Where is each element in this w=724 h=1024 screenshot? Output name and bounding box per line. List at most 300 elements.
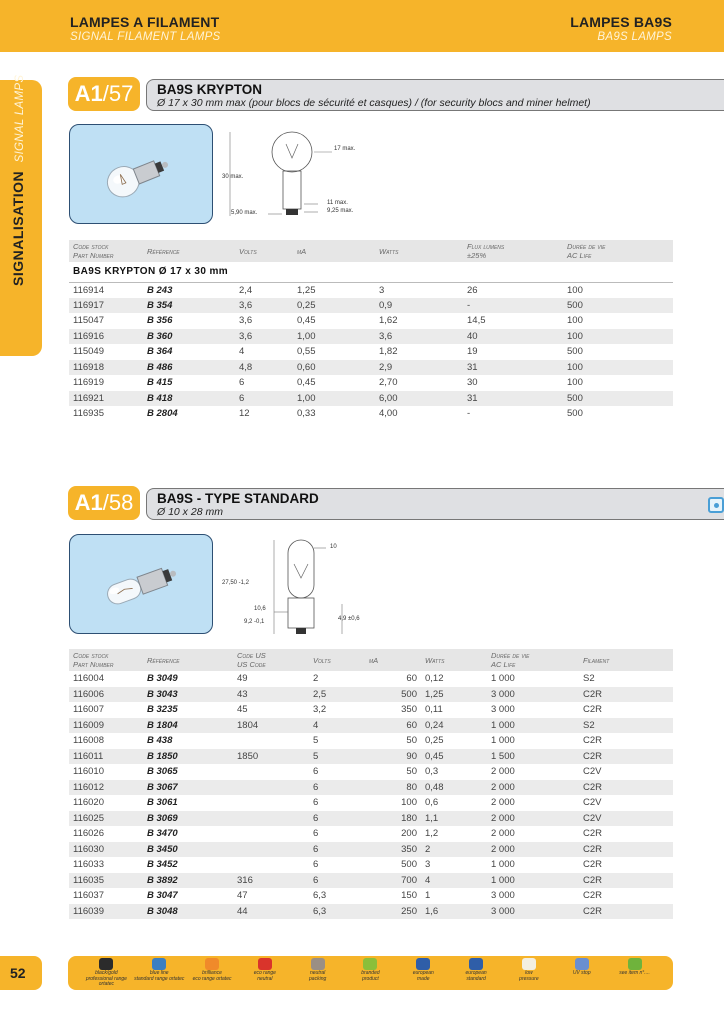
krypton-dimension-diagram — [222, 124, 382, 224]
table-cell: 100 — [567, 377, 583, 389]
table-cell: 1,62 — [379, 315, 398, 327]
side-tab-title: SIGNALISATION — [10, 170, 26, 286]
dim-label-10-6: 10,6 — [254, 606, 266, 612]
table-cell: 14,5 — [467, 315, 486, 327]
legend-label: neutral packing — [309, 970, 327, 982]
col-header-filament: Filament — [579, 649, 673, 671]
table-cell: B 3049 — [147, 673, 178, 685]
table-cell: 44 — [233, 904, 309, 920]
table-cell: 6 — [313, 859, 319, 871]
table-cell: 0,25 — [293, 298, 375, 314]
legend-icon — [152, 958, 166, 970]
table-cell: 1,6 — [421, 904, 487, 920]
table-cell — [233, 764, 309, 780]
col-header-volts: Volts — [235, 240, 293, 262]
table-cell: 45 — [237, 704, 248, 716]
table-cell: 0,6 — [425, 797, 439, 809]
table-cell: 6,00 — [375, 391, 463, 407]
section-a1-57-badge: A1/57 — [68, 77, 140, 111]
table-cell: B 3067 — [143, 780, 233, 796]
quality-icon — [708, 497, 724, 513]
table-cell: 4,00 — [379, 408, 398, 420]
table-cell: 2,9 — [375, 360, 463, 376]
col-header-lumens: Flux lumens ±25% — [463, 240, 563, 262]
table-cell: B 3235 — [147, 704, 178, 716]
table-cell: 180 — [365, 811, 421, 827]
table-cell: 100 — [567, 315, 583, 327]
col-header-ma: mA — [365, 649, 421, 671]
table-cell: B 3470 — [147, 828, 178, 840]
table-cell: 1,82 — [379, 346, 398, 358]
table-cell: B 1850 — [143, 749, 233, 765]
table-cell: 0,45 — [297, 315, 316, 327]
table-cell: 50 — [406, 735, 417, 747]
table-cell: 116033 — [73, 859, 104, 871]
table-cell: B 415 — [147, 377, 173, 389]
table-cell: B 356 — [147, 315, 173, 327]
table-cell: 3,6 — [375, 329, 463, 345]
table-cell: 0,60 — [293, 360, 375, 376]
table-row — [69, 313, 673, 329]
table-cell: 43 — [233, 687, 309, 703]
table-cell: 31 — [463, 391, 563, 407]
table-cell: 19 — [467, 346, 478, 358]
table-cell: 116917 — [69, 298, 143, 314]
table-cell: B 3452 — [147, 859, 178, 871]
table-cell: B 3048 — [143, 904, 233, 920]
table-cell: 6,3 — [313, 890, 327, 902]
table-cell: 100 — [563, 329, 673, 345]
legend-item — [80, 958, 132, 988]
section-a1-58-title: BA9S - TYPE STANDARD — [157, 491, 319, 506]
table-cell: 0,12 — [425, 673, 444, 685]
table-cell: 6 — [309, 873, 365, 889]
col-header-life: Durée de vie AC Life — [487, 649, 579, 671]
table-cell: 1 000 — [491, 859, 515, 871]
table-row — [69, 780, 673, 796]
standard-lamp-image — [70, 535, 214, 635]
table-row — [69, 298, 673, 314]
table-cell: C2R — [583, 704, 603, 716]
table-cell: 6 — [313, 828, 319, 840]
table-cell: 49 — [237, 673, 248, 685]
section-a1-58-header — [68, 486, 673, 520]
table-row — [69, 811, 673, 827]
table-cell: 1 000 — [487, 718, 579, 734]
table-cell: C2R — [583, 735, 603, 747]
table-cell: 1 000 — [491, 673, 515, 685]
section-a1-57-header — [68, 77, 673, 111]
table-cell: 2 000 — [491, 766, 515, 778]
table-cell: 116009 — [69, 718, 143, 734]
col-header-reference: Référence — [143, 649, 233, 671]
table-cell: 0,55 — [297, 346, 316, 358]
legend-item — [133, 958, 185, 982]
header-left-title: LAMPES A FILAMENT — [70, 14, 220, 30]
table-cell: 500 — [401, 859, 417, 871]
legend-icon — [99, 958, 113, 970]
table-cell: 0,25 — [425, 735, 444, 747]
dim-label-5-90max: 5,90 max. — [231, 210, 258, 216]
table-cell: 2,4 — [239, 284, 253, 296]
table-cell: B 3065 — [147, 766, 178, 778]
table-cell: 0,33 — [297, 408, 316, 420]
table-cell: 500 — [365, 687, 421, 703]
table-cell: 3 000 — [491, 890, 515, 902]
table-cell: 60 — [365, 718, 421, 734]
table-cell: B 3450 — [143, 842, 233, 858]
dim-label-9-25max: 9,25 max. — [327, 208, 354, 214]
krypton-lamp-image — [70, 125, 214, 225]
legend-label: black/gold professional range ortatec — [85, 970, 127, 987]
table-cell: 150 — [401, 890, 417, 902]
table-cell: 116007 — [73, 704, 104, 716]
table-cell: 6 — [239, 377, 245, 389]
table-cell: 116921 — [69, 391, 143, 407]
legend-icon — [311, 958, 325, 970]
legend-item — [292, 958, 344, 982]
col-header-us-code: Code US US Code — [233, 649, 309, 671]
legend-label: eco range neutral — [253, 970, 276, 982]
table-cell: 200 — [401, 828, 417, 840]
table-cell: 0,45 — [297, 377, 316, 389]
table-cell: 116025 — [69, 811, 143, 827]
legend-icon — [575, 958, 589, 970]
table-cell: B 486 — [143, 360, 235, 376]
table-cell: B 418 — [143, 391, 235, 407]
table-cell — [233, 795, 309, 811]
table-cell: 2,70 — [379, 377, 398, 389]
table-cell: 3 — [425, 859, 431, 871]
table-cell: 2 000 — [491, 828, 515, 840]
table-row — [69, 826, 673, 842]
table-cell: 116010 — [73, 766, 104, 778]
legend-label: branded product — [361, 970, 380, 982]
table-cell: 2 000 — [487, 811, 579, 827]
table-cell: 116919 — [73, 377, 104, 389]
dim-label-9-2: 9,2 -0,1 — [244, 619, 265, 625]
legend-icon — [522, 958, 536, 970]
table-group-row — [69, 262, 673, 282]
table-cell: 5 — [313, 735, 319, 747]
table-cell: 1,00 — [293, 329, 375, 345]
table-cell: B 438 — [147, 735, 173, 747]
legend-item — [344, 958, 396, 982]
table-row — [69, 888, 673, 904]
table-cell: 0,24 — [421, 718, 487, 734]
legend-label: blue line standard range ortatec — [134, 970, 185, 982]
table-row — [69, 904, 673, 920]
table-cell: 1850 — [233, 749, 309, 765]
table-cell — [233, 733, 309, 749]
table-cell: 100 — [401, 797, 417, 809]
table-cell: B 354 — [143, 298, 235, 314]
table-cell: 4 — [421, 873, 487, 889]
legend-label: UV stop — [572, 970, 591, 976]
table-cell: 31 — [463, 360, 563, 376]
table-cell: B 1804 — [143, 718, 233, 734]
table-cell: C2R — [579, 873, 673, 889]
legend-item — [556, 958, 608, 977]
table-cell: B 3069 — [143, 811, 233, 827]
table-cell: C2R — [579, 904, 673, 920]
section-a1-58-titlebar — [146, 488, 724, 520]
table-row — [69, 360, 673, 376]
table-cell: 2,5 — [309, 687, 365, 703]
table-cell — [233, 780, 309, 796]
legend-label: low pressure — [519, 970, 539, 982]
table-cell: C2R — [579, 687, 673, 703]
table-cell: 116914 — [73, 284, 104, 296]
table-cell: 116006 — [69, 687, 143, 703]
section-a1-57-title: BA9S KRYPTON — [157, 82, 263, 97]
table-row — [69, 391, 673, 407]
table-cell: 116008 — [73, 735, 104, 747]
table-cell: 500 — [567, 346, 583, 358]
table-row — [69, 718, 673, 734]
table-cell: 1,25 — [297, 284, 316, 296]
table-cell: 250 — [365, 904, 421, 920]
legend-label: european standard — [465, 970, 487, 982]
header-left-subtitle: SIGNAL FILAMENT LAMPS — [70, 31, 221, 43]
header-right-title: LAMPES BA9S — [570, 14, 672, 30]
table-cell: 116030 — [69, 842, 143, 858]
table-row — [69, 687, 673, 703]
table-cell: 116035 — [69, 873, 143, 889]
table-cell: 350 — [401, 704, 417, 716]
table-cell: 350 — [365, 842, 421, 858]
col-header-part-number: Code stock Part Number — [69, 649, 143, 671]
table-cell: 4 — [239, 346, 245, 358]
footer-legend-bar — [68, 956, 673, 990]
lamp-photo-krypton — [69, 124, 213, 224]
lamp-photo-standard — [69, 534, 213, 634]
table-cell: - — [463, 298, 563, 314]
side-tab-text — [10, 75, 28, 286]
legend-item — [186, 958, 238, 982]
table-cell: 500 — [563, 298, 673, 314]
col-header-watts: Watts — [375, 240, 463, 262]
table-cell: 6 — [309, 811, 365, 827]
table-cell: C2R — [583, 859, 603, 871]
table-cell: 0,9 — [375, 298, 463, 314]
table-cell: 1804 — [233, 718, 309, 734]
legend-icon — [628, 958, 642, 970]
table-cell: 3 000 — [487, 687, 579, 703]
table-cell: 50 — [406, 766, 417, 778]
table-cell: B 3892 — [143, 873, 233, 889]
table-cell: C2R — [579, 780, 673, 796]
table-cell: C2R — [579, 749, 673, 765]
section-a1-57-titlebar — [146, 79, 724, 111]
table-cell: 116916 — [69, 329, 143, 345]
table-cell: 80 — [365, 780, 421, 796]
legend-icon — [258, 958, 272, 970]
section-a1-57-description: Ø 17 x 30 mm max (pour blocs de sécurité et casques) / (for security blocs and miner helmet) — [157, 97, 591, 109]
table-cell: 100 — [567, 284, 583, 296]
table-cell: 26 — [467, 284, 478, 296]
table-cell: 116012 — [69, 780, 143, 796]
table-cell: 2 — [421, 842, 487, 858]
dim-label-4-9: 4,9 ±0,6 — [338, 616, 360, 622]
legend-item — [609, 958, 661, 977]
table-cell: 4 — [309, 718, 365, 734]
dim-label-30max: 30 max. — [222, 174, 244, 180]
table-cell: B 3047 — [147, 890, 178, 902]
table-cell: 116004 — [73, 673, 104, 685]
table-row — [69, 733, 673, 749]
table-cell: 6 — [313, 797, 319, 809]
table-cell: 30 — [467, 377, 478, 389]
table-cell — [233, 826, 309, 842]
table-cell: 1 000 — [487, 873, 579, 889]
table-row — [69, 764, 673, 780]
table-cell: 1 000 — [491, 735, 515, 747]
table-cell: 116011 — [69, 749, 143, 765]
table-cell: 60 — [406, 673, 417, 685]
table-cell: S2 — [579, 718, 673, 734]
side-tab-subtitle: SIGNAL LAMPS — [14, 74, 26, 163]
table-cell: 47 — [237, 890, 248, 902]
table-cell: 6,3 — [309, 904, 365, 920]
col-header-life: Durée de vie AC Life — [563, 240, 673, 262]
table-cell: 6 — [235, 391, 293, 407]
legend-item — [450, 958, 502, 982]
table-cell: 3,6 — [235, 329, 293, 345]
table-cell: 116918 — [69, 360, 143, 376]
table-cell: 115047 — [73, 315, 104, 327]
table-cell: 3,2 — [313, 704, 327, 716]
table-cell: 40 — [463, 329, 563, 345]
dim-label-27-50: 27,50 -1,2 — [222, 580, 250, 586]
table-cell: 2 000 — [491, 797, 515, 809]
table-row — [69, 406, 673, 422]
table-cell: 1 500 — [487, 749, 579, 765]
header-left — [70, 14, 221, 43]
table-cell: 3,6 — [239, 315, 253, 327]
table-cell: 116039 — [69, 904, 143, 920]
table-cell: C2R — [583, 828, 603, 840]
krypton-spec-table — [69, 240, 673, 422]
group-label: BA9S KRYPTON Ø 17 x 30 mm — [69, 262, 673, 282]
table-cell: 0,48 — [421, 780, 487, 796]
table-cell: 5 — [309, 749, 365, 765]
table-row — [69, 857, 673, 873]
header-right — [570, 14, 672, 43]
table-cell: 1,00 — [293, 391, 375, 407]
table-row — [69, 795, 673, 811]
table-cell: 3 — [379, 284, 385, 296]
table-cell: 1,2 — [425, 828, 439, 840]
col-header-watts: Watts — [421, 649, 487, 671]
table-cell — [233, 811, 309, 827]
table-cell: 500 — [567, 408, 583, 420]
table-row — [69, 671, 673, 687]
table-row — [69, 375, 673, 391]
legend-icon — [363, 958, 377, 970]
table-cell — [233, 842, 309, 858]
table-cell: 90 — [365, 749, 421, 765]
legend-item — [239, 958, 291, 982]
table-cell: 12 — [239, 408, 250, 420]
table-cell: 116026 — [73, 828, 104, 840]
table-header-row — [69, 649, 673, 671]
legend-item — [503, 958, 555, 982]
table-cell: 1,1 — [421, 811, 487, 827]
table-cell: 4,8 — [235, 360, 293, 376]
table-cell: B 2804 — [147, 408, 178, 420]
table-row — [69, 344, 673, 360]
legend-icon — [205, 958, 219, 970]
legend-item — [397, 958, 449, 982]
table-cell: 0,45 — [421, 749, 487, 765]
dim-label-10: 10 — [330, 544, 337, 550]
table-cell: 6 — [309, 842, 365, 858]
table-cell: B 3061 — [147, 797, 178, 809]
legend-label: see item n°.... — [619, 970, 650, 976]
table-cell: C2V — [583, 766, 602, 778]
table-cell — [233, 857, 309, 873]
table-cell: 116935 — [73, 408, 104, 420]
section-a1-58-badge: A1/58 — [68, 486, 140, 520]
header-right-subtitle: BA9S LAMPS — [597, 31, 672, 43]
table-cell: C2V — [583, 797, 602, 809]
legend-icon — [416, 958, 430, 970]
table-cell: 116037 — [73, 890, 104, 902]
table-cell: B 3043 — [143, 687, 233, 703]
legend-label: brilliance eco range ortatec — [192, 970, 232, 982]
col-header-volts: Volts — [309, 649, 365, 671]
table-row — [69, 873, 673, 889]
dim-label-11max: 11 max. — [327, 200, 348, 206]
table-cell: 3,6 — [235, 298, 293, 314]
col-header-reference: Référence — [143, 240, 235, 262]
table-cell: 700 — [365, 873, 421, 889]
legend-label: european made — [412, 970, 434, 982]
table-cell: C2R — [583, 890, 603, 902]
table-cell: 2 — [313, 673, 319, 685]
table-cell: 3 000 — [487, 904, 579, 920]
page-number: 52 — [0, 956, 42, 990]
table-cell: C2R — [579, 842, 673, 858]
table-cell: 3 000 — [491, 704, 515, 716]
table-row — [69, 749, 673, 765]
table-cell: 0,3 — [425, 766, 439, 778]
table-cell: 115049 — [73, 346, 104, 358]
table-cell: 500 — [563, 391, 673, 407]
table-cell: 116020 — [73, 797, 104, 809]
col-header-part-number: Code stock Part Number — [69, 240, 143, 262]
table-cell: 2 000 — [487, 780, 579, 796]
table-cell: 0,11 — [425, 704, 443, 716]
table-row — [69, 702, 673, 718]
table-cell: 6 — [313, 766, 319, 778]
dim-label-17max: 17 max. — [334, 146, 356, 152]
section-a1-58-description: Ø 10 x 28 mm — [157, 506, 223, 518]
table-cell: 1,25 — [421, 687, 487, 703]
table-row — [69, 842, 673, 858]
table-row — [69, 329, 673, 345]
table-cell: C2V — [579, 811, 673, 827]
table-cell: 1 — [425, 890, 431, 902]
table-row — [69, 282, 673, 298]
table-header-row — [69, 240, 673, 262]
table-cell: 6 — [309, 780, 365, 796]
table-cell: B 364 — [147, 346, 173, 358]
table-cell: - — [467, 408, 471, 420]
col-header-ma: mA — [293, 240, 375, 262]
table-cell: B 360 — [143, 329, 235, 345]
